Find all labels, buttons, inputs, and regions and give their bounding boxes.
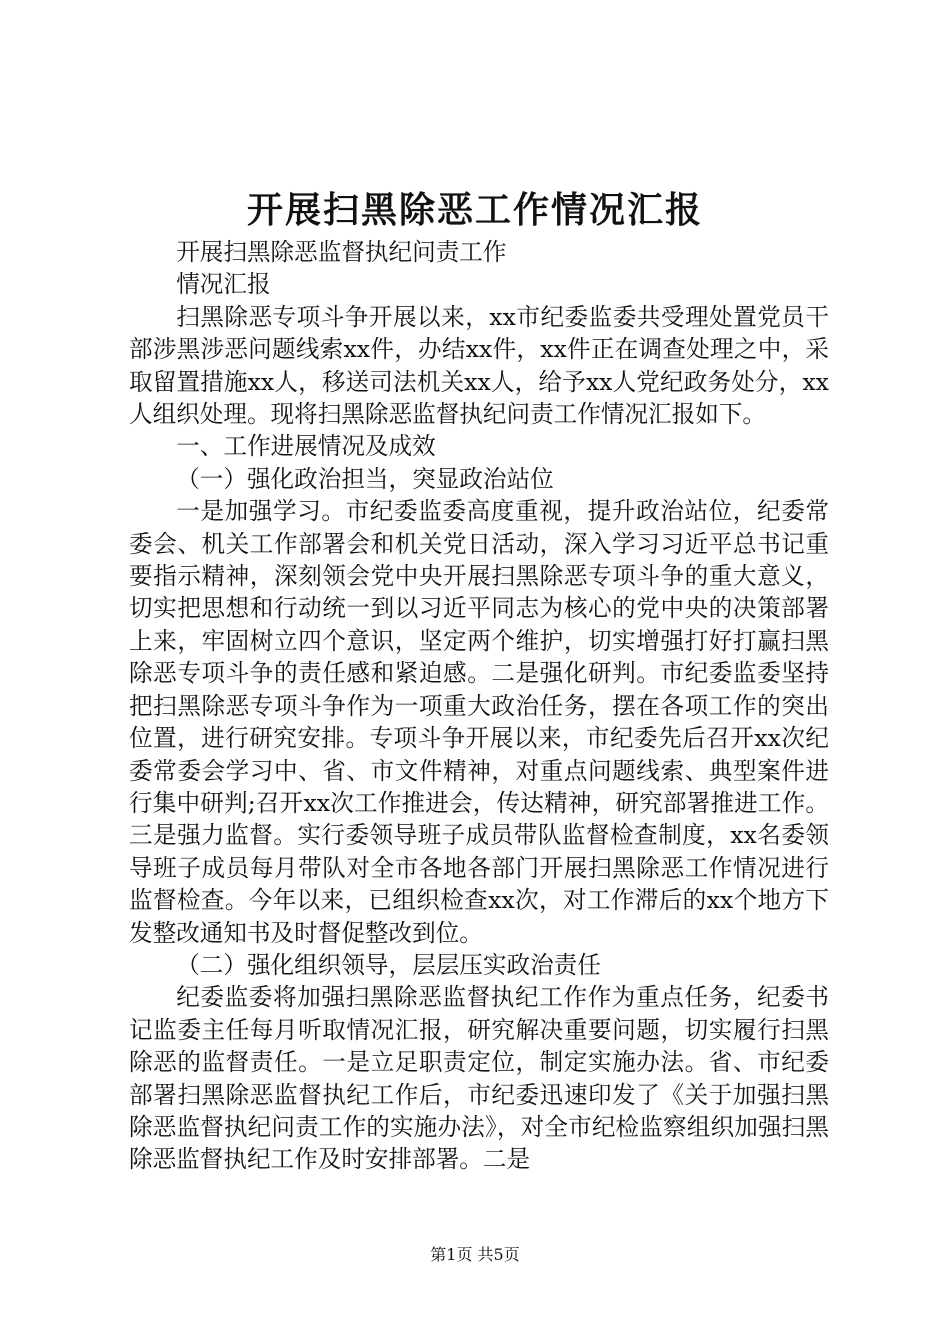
subtitle-line-2: 情况汇报 [176, 270, 271, 299]
document-title: 开展扫黑除恶工作情况汇报 [246, 189, 703, 231]
document-body [129, 236, 829, 1176]
subsection-heading-1: （一）强化政治担当，突显政治站位 [176, 464, 554, 493]
body-paragraph-1: 一是加强学习。市纪委监委高度重视，提升政治站位，纪委常委会、机关工作部署会和机关党日活动，深入学习习近平总书记重要指示精神，深刻领会党中央开展扫黑除恶专项斗争的重大意义，切实把思想和行动统一到以习近平同志为核心的党中央的决策部署上来，牢固树立四个意识，坚定两个维护，切实增强打好打赢扫黑除恶专项斗争的责任感和紧迫感。二是强化研判。市纪委监委坚持把扫黑除恶专项斗争作为一项重大政治任务，摆在各项工作的突出位置，进行研究安排。专项斗争开展以来，市纪委先后召开xx次纪委常委会学习中、省、市文件精神，对重点问题线索、典型案件进行集中研判;召开xx次工作推进会，传达精神，研究部署推进工作。三是强力监督。实行委领导班子成员带队监督检查制度，xx名委领导班子成员每月带队对全市各地各部门开展扫黑除恶工作情况进行监督检查。今年以来，已组织检查xx次，对工作滞后的xx个地方下发整改通知书及时督促整改到位。 [129, 497, 829, 947]
subtitle-line-1: 开展扫黑除恶监督执纪问责工作 [176, 238, 507, 266]
section-heading-1: 一、工作进展情况及成效 [176, 432, 436, 461]
body-paragraph-2: 纪委监委将加强扫黑除恶监督执纪工作作为重点任务，纪委书记监委主任每月听取情况汇报，研究解决重要问题，切实履行扫黑除恶的监督责任。一是立足职责定位，制定实施办法。省、市纪委部署扫黑除恶监督执纪工作后，市纪委迅速印发了《关于加强扫黑除恶监督执纪问责工作的实施办法》，对全市纪检监察组织加强扫黑除恶监督执纪工作及时安排部署。二是 [129, 983, 829, 1174]
page-number-footer: 第1页 共5页 [430, 1245, 520, 1264]
intro-paragraph: 扫黑除恶专项斗争开展以来，xx市纪委监委共受理处置党员干部涉黑涉恶问题线索xx件，办结xx件，xx件正在调查处理之中，采取留置措施xx人，移送司法机关xx人，给予xx人党纪政务处分，xx人组织处理。现将扫黑除恶监督执纪问责工作情况汇报如下。 [129, 302, 829, 429]
subsection-heading-2: （二）强化组织领导，层层压实政治责任 [176, 950, 601, 979]
